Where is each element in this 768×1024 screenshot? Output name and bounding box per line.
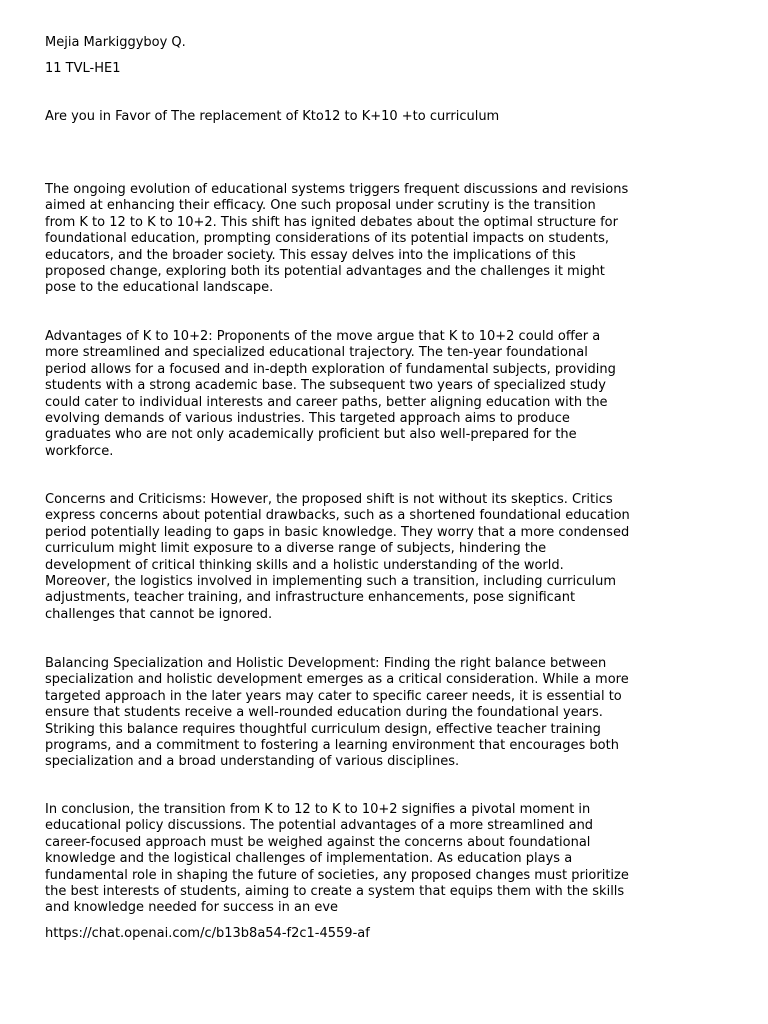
paragraph-conclusion: In conclusion, the transition from K to 12 to K to 10+2 signifies a pivotal moment in educational policy discussions. The potential advantages of a more streamlined and career-focused approach must be weighed against the concerns about foundational knowledge and the logistical challenges of implementation. As education plays a fundamental role in shaping the future of societies, any proposed changes must prioritize the best interests of students, aiming to create a system that equips them with the skills and knowledge needed for success in an eve: [45, 802, 629, 916]
paragraph-advantages: Advantages of K to 10+2: Proponents of the move argue that K to 10+2 could offer a more streamlined and specialized educational trajectory. The ten-year foundational period allows for a focused and in-depth exploration of fundamental subjects, providing students with a strong academic base. The subsequent two years of specialized study could cater to individual interests and career paths, better aligning education with the evolving demands of various industries. This targeted approach aims to produce graduates who are not only academically proficient but also well-prepared for the workforce.: [45, 329, 616, 459]
class-section: 11 TVL-HE1: [45, 61, 121, 76]
paragraph-introduction: The ongoing evolution of educational systems triggers frequent discussions and revisions aimed at enhancing their efficacy. One such proposal under scrutiny is the transition from K to 12 to K to 10+2. This shift has ignited debates about the optimal structure for foundational education, prompting considerations of its potential impacts on students, educators, and the broader society. This essay delves into the implications of this proposed change, exploring both its potential advantages and the challenges it might pose to the educational landscape.: [45, 182, 629, 296]
paragraph-balancing: Balancing Specialization and Holistic Development: Finding the right balance between specialization and holistic development emerges as a critical consideration. While a more targeted approach in the later years may cater to specific career needs, it is essential to ensure that students receive a well-rounded education during the foundational years. Striking this balance requires thoughtful curriculum design, effective teacher training programs, and a commitment to fostering a learning environment that encourages both specialization and a broad understanding of various disciplines.: [45, 656, 629, 770]
essay-question: Are you in Favor of The replacement of Kto12 to K+10 +to curriculum: [45, 109, 500, 124]
paragraph-concerns: Concerns and Criticisms: However, the proposed shift is not without its skeptics. Critics express concerns about potential drawbacks, such as a shortened foundational education period potentially leading to gaps in basic knowledge. They worry that a more condensed curriculum might limit exposure to a diverse range of subjects, hindering the development of critical thinking skills and a holistic understanding of the world. Moreover, the logistics involved in implementing such a transition, including curriculum adjustments, teacher training, and infrastructure enhancements, pose significant challenges that cannot be ignored.: [45, 492, 630, 622]
source-link-text: https://chat.openai.com/c/b13b8a54-f2c1-4559-af: [45, 926, 370, 941]
author-name: Mejia Markiggyboy Q.: [45, 35, 186, 50]
